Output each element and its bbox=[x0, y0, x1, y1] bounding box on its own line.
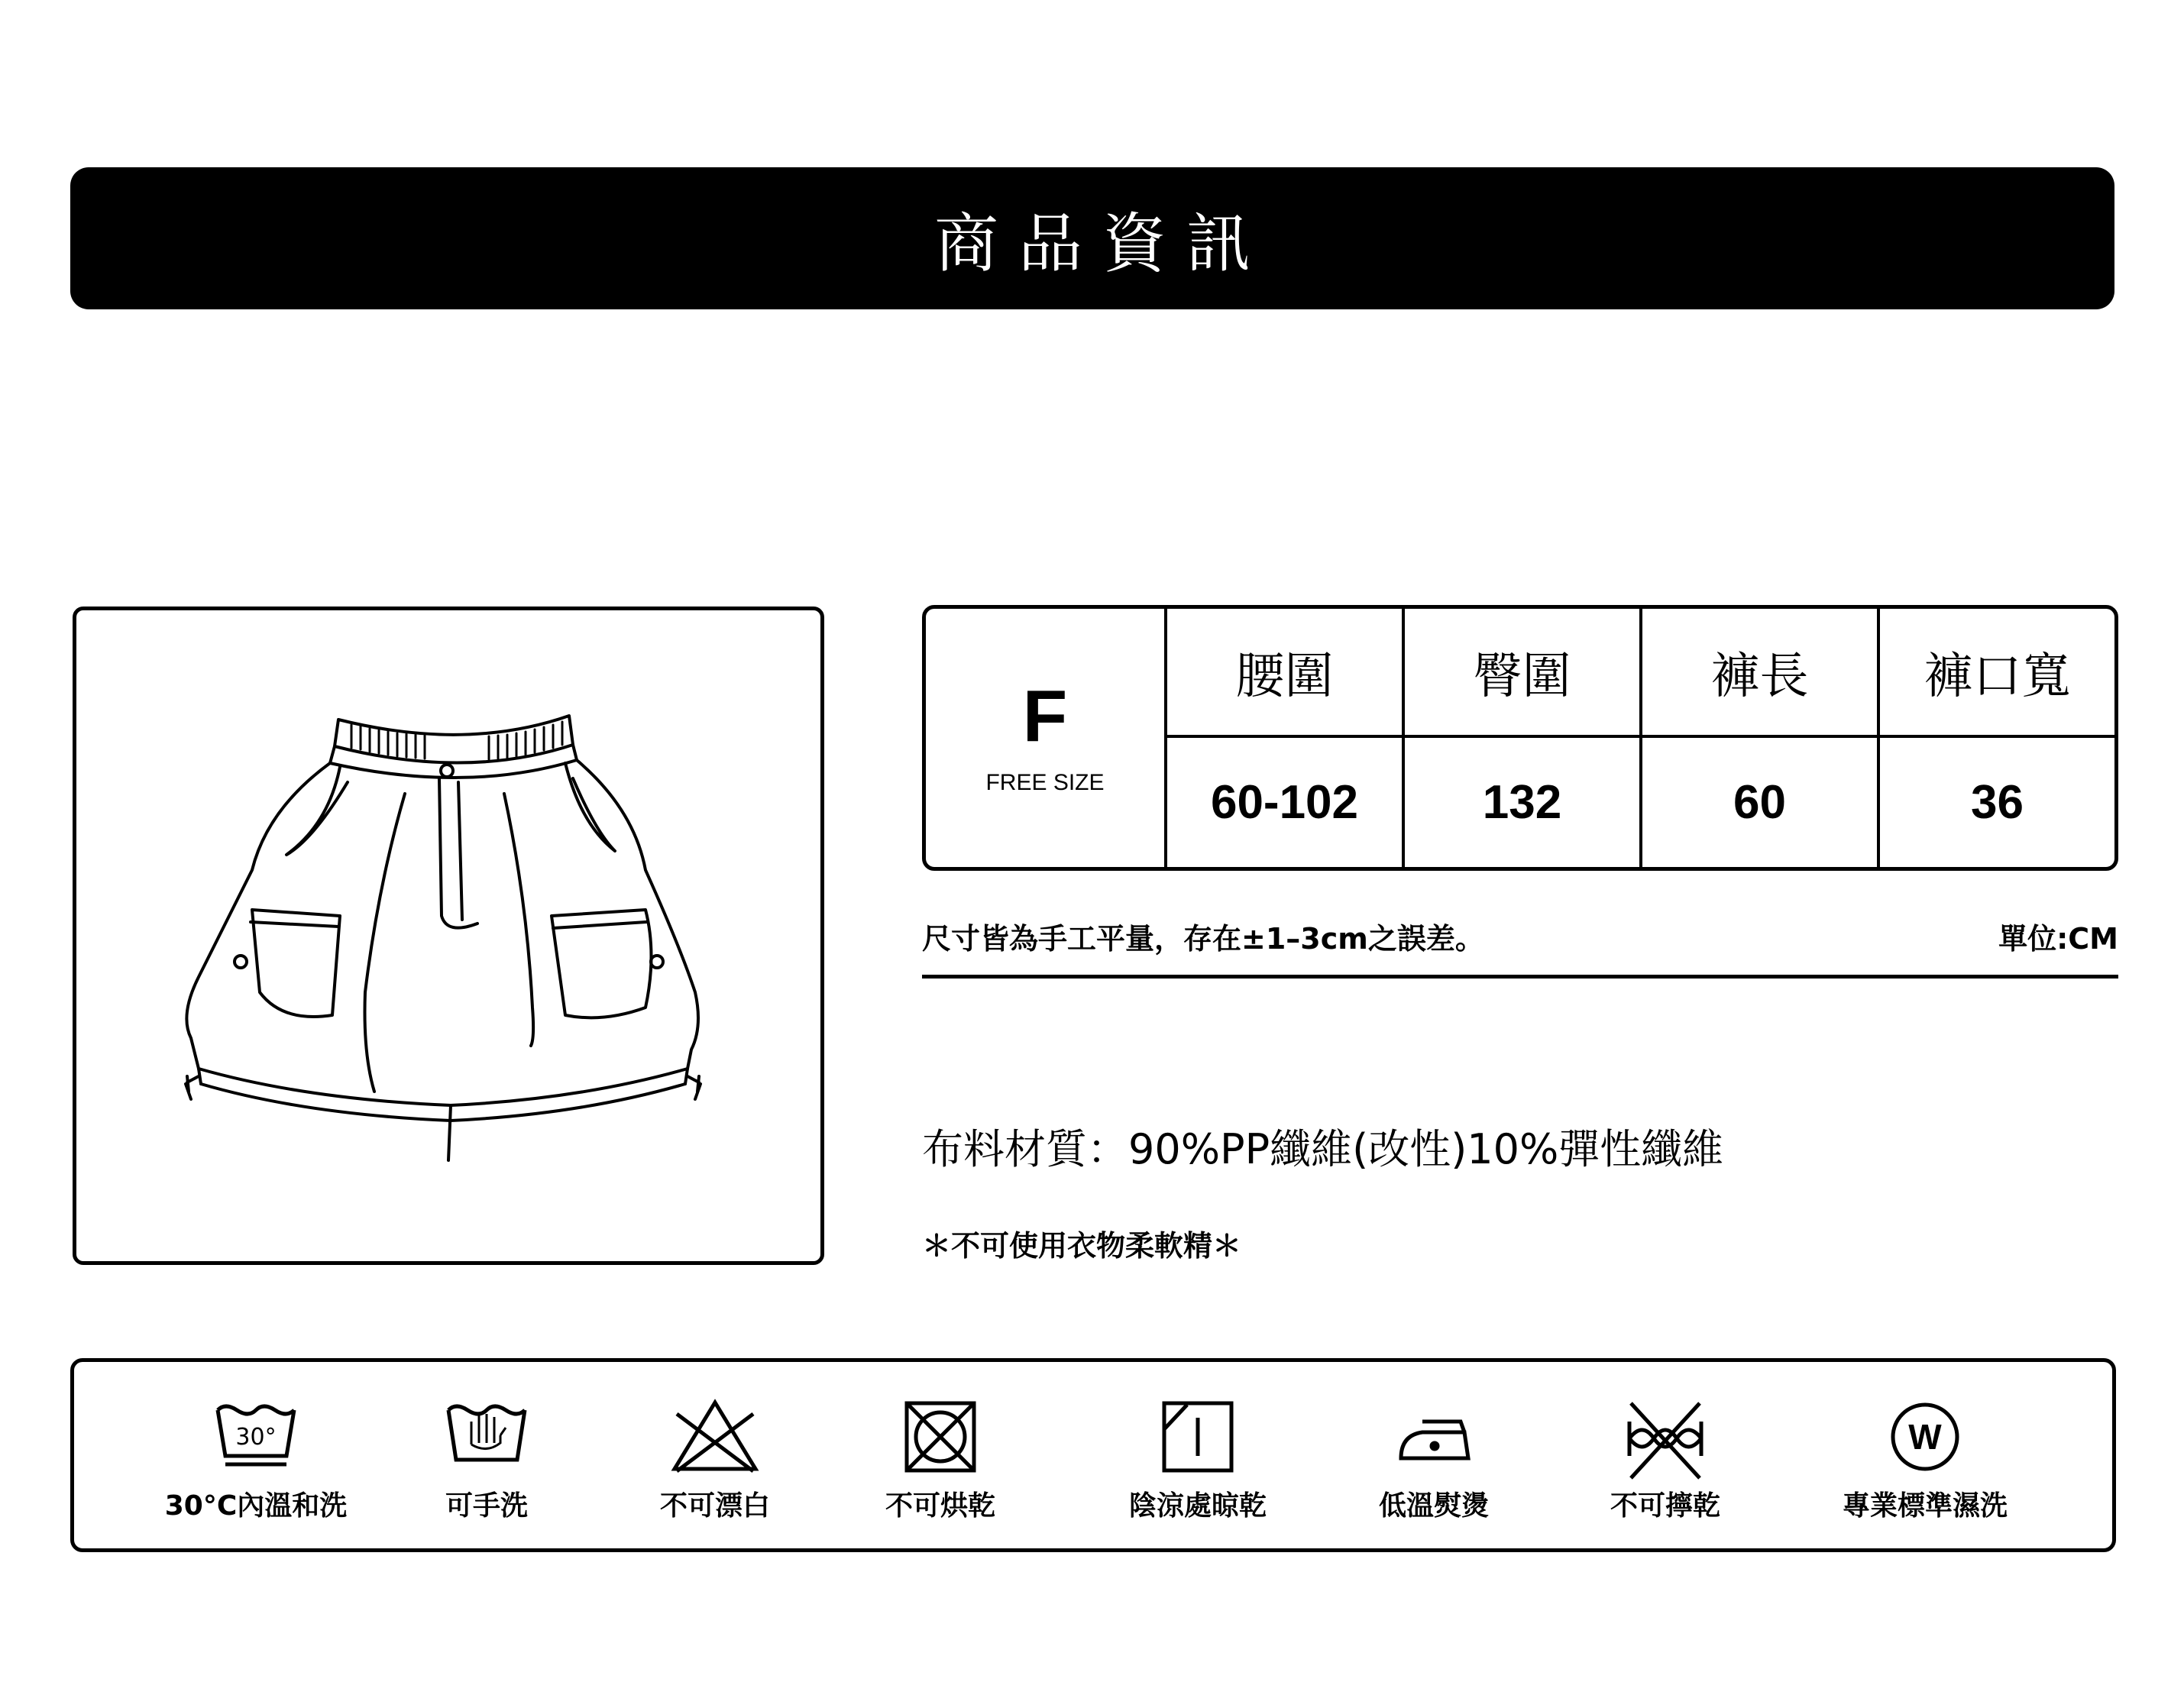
care-label: 陰涼處晾乾 bbox=[1128, 1490, 1267, 1522]
product-illustration-box bbox=[73, 607, 824, 1265]
divider bbox=[922, 975, 2118, 979]
size-table bbox=[922, 605, 2118, 871]
care-item-wash-30 bbox=[145, 1362, 367, 1548]
wet-clean-icon bbox=[1887, 1399, 1963, 1475]
value-length: 60 bbox=[1639, 738, 1877, 867]
page-title: 商品資訊 bbox=[933, 205, 1270, 281]
care-instructions bbox=[70, 1358, 2116, 1552]
shade-dry-icon bbox=[1160, 1399, 1236, 1475]
unit-label: 單位:CM bbox=[1998, 921, 2118, 956]
value-hip: 132 bbox=[1402, 738, 1639, 867]
low-iron-icon bbox=[1392, 1399, 1476, 1467]
care-item-shade-dry bbox=[1087, 1362, 1309, 1548]
care-label: 專業標準濕洗 bbox=[1842, 1490, 2008, 1522]
size-label-cell bbox=[926, 609, 1164, 867]
care-item-hand-wash bbox=[376, 1362, 597, 1548]
care-label: 可手洗 bbox=[445, 1490, 528, 1522]
material-info: 布料材質：90%PP纖維(改性)10%彈性纖維 bbox=[922, 1125, 1724, 1173]
wash-30-icon bbox=[214, 1399, 298, 1467]
hand-wash-icon bbox=[445, 1399, 529, 1467]
care-item-low-iron bbox=[1323, 1362, 1545, 1548]
care-label: 不可漂白 bbox=[659, 1490, 770, 1522]
column-header-hem-width: 褲口寬 bbox=[1877, 609, 2114, 738]
care-label: 不可擰乾 bbox=[1610, 1490, 1720, 1522]
measurement-note-row bbox=[922, 909, 2118, 962]
no-wring-icon bbox=[1623, 1399, 1707, 1483]
softener-warning: ＊不可使用衣物柔軟精＊ bbox=[922, 1229, 1242, 1263]
column-header-waist: 腰圍 bbox=[1164, 609, 1402, 738]
measurement-note: 尺寸皆為手工平量，存在±1–3cm之誤差。 bbox=[922, 921, 1484, 956]
shorts-illustration bbox=[76, 610, 820, 1261]
wash-temp: 30° bbox=[235, 1424, 277, 1451]
title-bar bbox=[70, 167, 2114, 309]
care-label: 30°C內溫和洗 bbox=[164, 1490, 348, 1522]
care-item-wet-clean bbox=[1795, 1362, 2055, 1548]
care-label: 低溫熨燙 bbox=[1378, 1490, 1489, 1522]
column-header-hip: 臀圍 bbox=[1402, 609, 1639, 738]
care-item-no-wring bbox=[1555, 1362, 1776, 1548]
value-waist: 60-102 bbox=[1164, 738, 1402, 867]
wet-clean-letter: W bbox=[1908, 1417, 1942, 1457]
column-header-length: 褲長 bbox=[1639, 609, 1877, 738]
value-hem-width: 36 bbox=[1877, 738, 2114, 867]
care-item-no-bleach bbox=[604, 1362, 826, 1548]
size-name: F bbox=[1022, 675, 1068, 757]
no-bleach-icon bbox=[669, 1399, 761, 1475]
care-label: 不可烘乾 bbox=[885, 1490, 995, 1522]
care-item-no-tumble-dry bbox=[830, 1362, 1051, 1548]
size-subtitle: FREE SIZE bbox=[985, 770, 1105, 795]
no-tumble-dry-icon bbox=[902, 1399, 979, 1475]
